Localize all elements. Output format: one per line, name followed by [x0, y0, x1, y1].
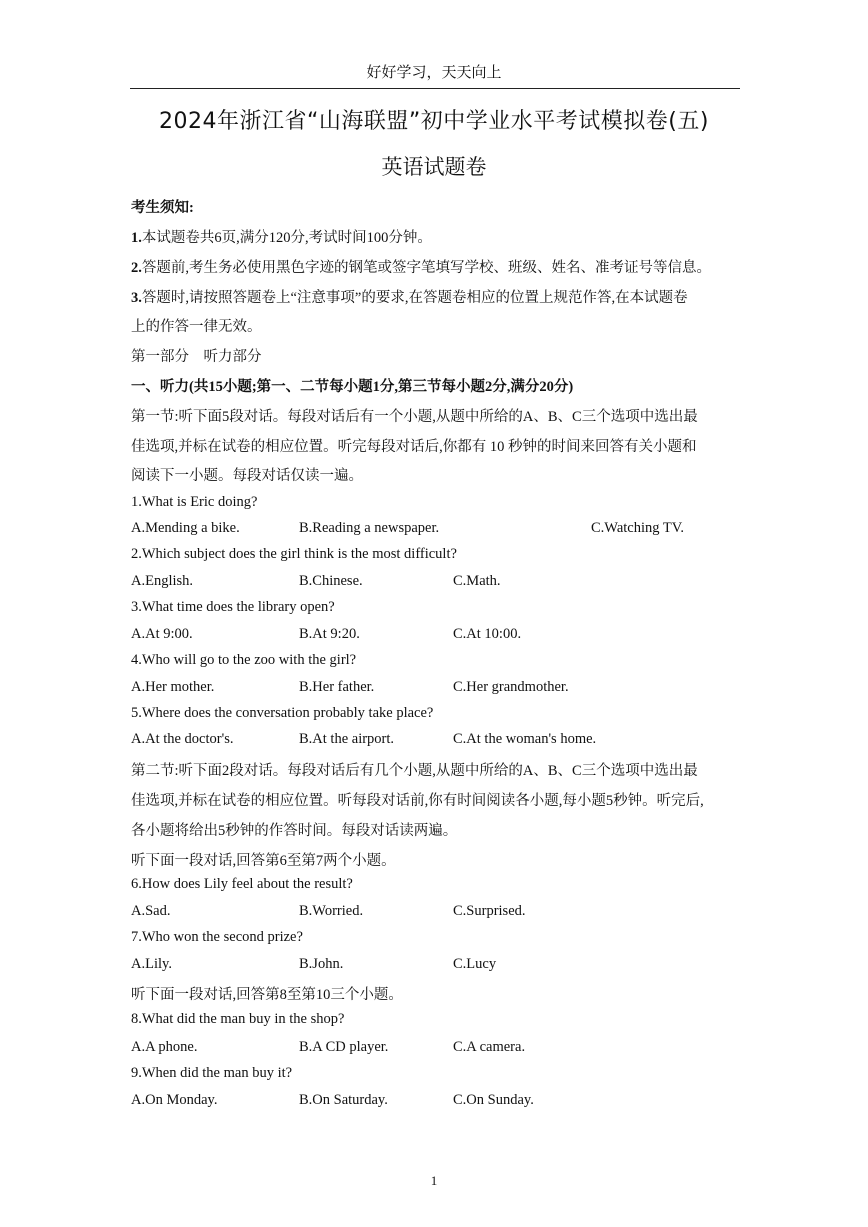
section-1-instructions-line-3: 阅读下一小题。每段对话仅读一遍。 — [131, 468, 363, 484]
question-text: 4.Who will go to the zoo with the girl? — [131, 652, 357, 668]
option-a: A.Mending a bike. — [131, 520, 240, 536]
option-c: C.Lucy — [453, 956, 497, 972]
section-1-instructions-line-1: 第一节:听下面5段对话。每段对话后有一个小题,从题中所给的A、B、C三个选项中选出最 — [131, 409, 698, 425]
section-2-instructions-line-2: 佳选项,并标在试卷的相应位置。听每段对话前,你有时间阅读各小题,每小题5秒钟。听完后, — [131, 793, 704, 809]
option-a: A.At the doctor's. — [131, 731, 234, 747]
option-a: A.On Monday. — [131, 1092, 218, 1108]
option-a: A.Lily. — [131, 956, 172, 972]
option-b: B.Her father. — [299, 679, 375, 695]
notice-item-1-number: 1. — [131, 230, 142, 246]
page-header: 好好学习，天天向上 — [366, 65, 502, 81]
option-a: A.A phone. — [131, 1039, 198, 1055]
page-number: 1 — [430, 1173, 438, 1188]
question-text: 7.Who won the second prize? — [131, 929, 303, 945]
option-c: C.Her grandmother. — [453, 679, 569, 695]
header-divider — [130, 88, 740, 89]
page-title: 2024年浙江省“山海联盟”初中学业水平考试模拟卷(五) — [159, 109, 709, 134]
option-c: C.At 10:00. — [453, 626, 522, 642]
dialogue-instruction: 听下面一段对话,回答第6至第7两个小题。 — [131, 853, 396, 869]
option-c: C.At the woman's home. — [453, 731, 597, 747]
notice-item-3-continued: 上的作答一律无效。 — [131, 319, 262, 335]
section-1-instructions-line-2: 佳选项,并标在试卷的相应位置。听完每段对话后,你都有 10 秒钟的时间来回答有关小题和 — [131, 439, 697, 455]
notice-item-3-text: 答题时,请按照答题卷上“注意事项”的要求,在答题卷相应的位置上规范作答,在本试题卷 — [141, 290, 688, 306]
option-b: B.At 9:20. — [299, 626, 360, 642]
option-c: C.A camera. — [453, 1039, 526, 1055]
option-b: B.A CD player. — [299, 1039, 389, 1055]
option-a: A.At 9:00. — [131, 626, 193, 642]
option-b: B.Chinese. — [299, 573, 363, 589]
option-b: B.Worried. — [299, 903, 364, 919]
option-b: B.On Saturday. — [299, 1092, 388, 1108]
notice-item-1-text: 本试题卷共6页,满分120分,考试时间100分钟。 — [141, 230, 432, 246]
dialogue-instruction: 听下面一段对话,回答第8至第10三个小题。 — [131, 987, 403, 1003]
question-text: 8.What did the man buy in the shop? — [131, 1011, 345, 1027]
option-b: B.Reading a newspaper. — [299, 520, 440, 536]
notice-item-3 — [131, 286, 688, 307]
part-heading: 第一部分 听力部分 — [131, 349, 262, 365]
option-c: C.Surprised. — [453, 903, 526, 919]
page-subtitle: 英语试题卷 — [381, 155, 487, 179]
question-text: 1.What is Eric doing? — [131, 494, 258, 510]
option-a: A.Her mother. — [131, 679, 215, 695]
notice-item-3-number: 3. — [131, 290, 142, 306]
notice-item-1 — [131, 226, 432, 247]
notice-heading: 考生须知: — [131, 200, 194, 216]
question-text: 9.When did the man buy it? — [131, 1065, 293, 1081]
question-text: 3.What time does the library open? — [131, 599, 335, 615]
option-c: C.On Sunday. — [453, 1092, 534, 1108]
option-a: A.Sad. — [131, 903, 171, 919]
question-text: 2.Which subject does the girl think is the most difficult? — [131, 546, 457, 562]
option-b: B.John. — [299, 956, 344, 972]
section-heading: 一、听力(共15小题;第一、二节每小题1分,第三节每小题2分,满分20分) — [131, 379, 574, 395]
question-text: 5.Where does the conversation probably take place? — [131, 705, 434, 721]
option-c: C.Watching TV. — [591, 520, 684, 536]
notice-item-2-number: 2. — [131, 260, 142, 276]
notice-item-2 — [131, 256, 711, 277]
section-2-instructions-line-1: 第二节:听下面2段对话。每段对话后有几个小题,从题中所给的A、B、C三个选项中选出最 — [131, 763, 698, 779]
option-b: B.At the airport. — [299, 731, 395, 747]
question-text: 6.How does Lily feel about the result? — [131, 876, 353, 892]
section-2-instructions-line-3: 各小题将给出5秒钟的作答时间。每段对话读两遍。 — [131, 823, 458, 839]
option-c: C.Math. — [453, 573, 501, 589]
option-a: A.English. — [131, 573, 194, 589]
notice-item-2-text: 答题前,考生务必使用黑色字迹的钢笔或签字笔填写学校、班级、姓名、准考证号等信息。 — [141, 260, 711, 276]
